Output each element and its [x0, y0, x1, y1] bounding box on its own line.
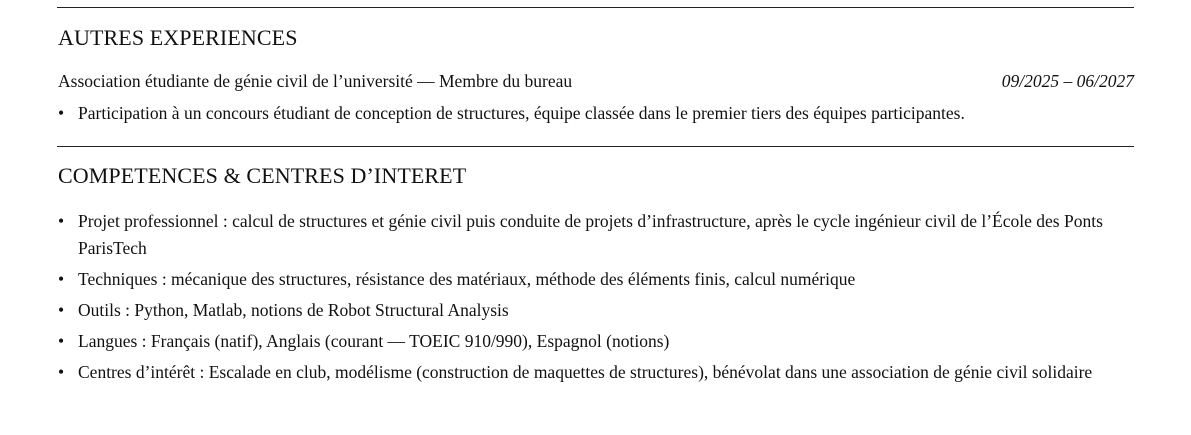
skills-bullet-text: Centres d’intérêt : Escalade en club, modélisme (construction de maquettes de structures), bénévolat dans une association de génie civil solidaire [78, 362, 1093, 382]
bullet-icon: • [58, 362, 65, 382]
list-item [58, 266, 1134, 293]
skills-bullet-text: Langues : Français (natif), Anglais (courant — TOEIC 910/990), Espagnol (notions) [78, 331, 670, 351]
section-divider [57, 7, 1134, 8]
bullet-icon: • [58, 300, 65, 320]
list-item [58, 297, 1134, 324]
experience-bullet-text: Participation à un concours étudiant de conception de structures, équipe classée dans le premier tiers des équipes participantes. [78, 103, 965, 123]
list-item [58, 208, 1134, 262]
bullet-icon: • [58, 269, 65, 289]
list-item [58, 100, 1134, 127]
list-item [58, 328, 1134, 355]
skills-heading: COMPETENCES & CENTRES D’INTERET [58, 163, 467, 188]
skills-bullet-text: Techniques : mécanique des structures, résistance des matériaux, méthode des éléments finis, calcul numérique [78, 269, 856, 289]
experience-bullet-list [58, 100, 1134, 127]
skills-bullet-text: Outils : Python, Matlab, notions de Robot Structural Analysis [78, 300, 509, 320]
bullet-icon: • [58, 331, 65, 351]
bullet-icon: • [58, 103, 65, 123]
list-item [58, 359, 1134, 386]
skills-bullet-list [58, 208, 1134, 390]
other-experience-heading: AUTRES EXPERIENCES [58, 25, 298, 50]
bullet-icon: • [58, 211, 65, 231]
section-divider [57, 146, 1134, 147]
experience-role: Association étudiante de génie civil de l’université — Membre du bureau [58, 71, 573, 91]
experience-dates: 09/2025 – 06/2027 [1001, 71, 1134, 91]
skills-bullet-text: Projet professionnel : calcul de structures et génie civil puis conduite de projets d’infrastructure, après le cycle ingénieur civil de l’École des Ponts ParisTech [78, 211, 1103, 258]
